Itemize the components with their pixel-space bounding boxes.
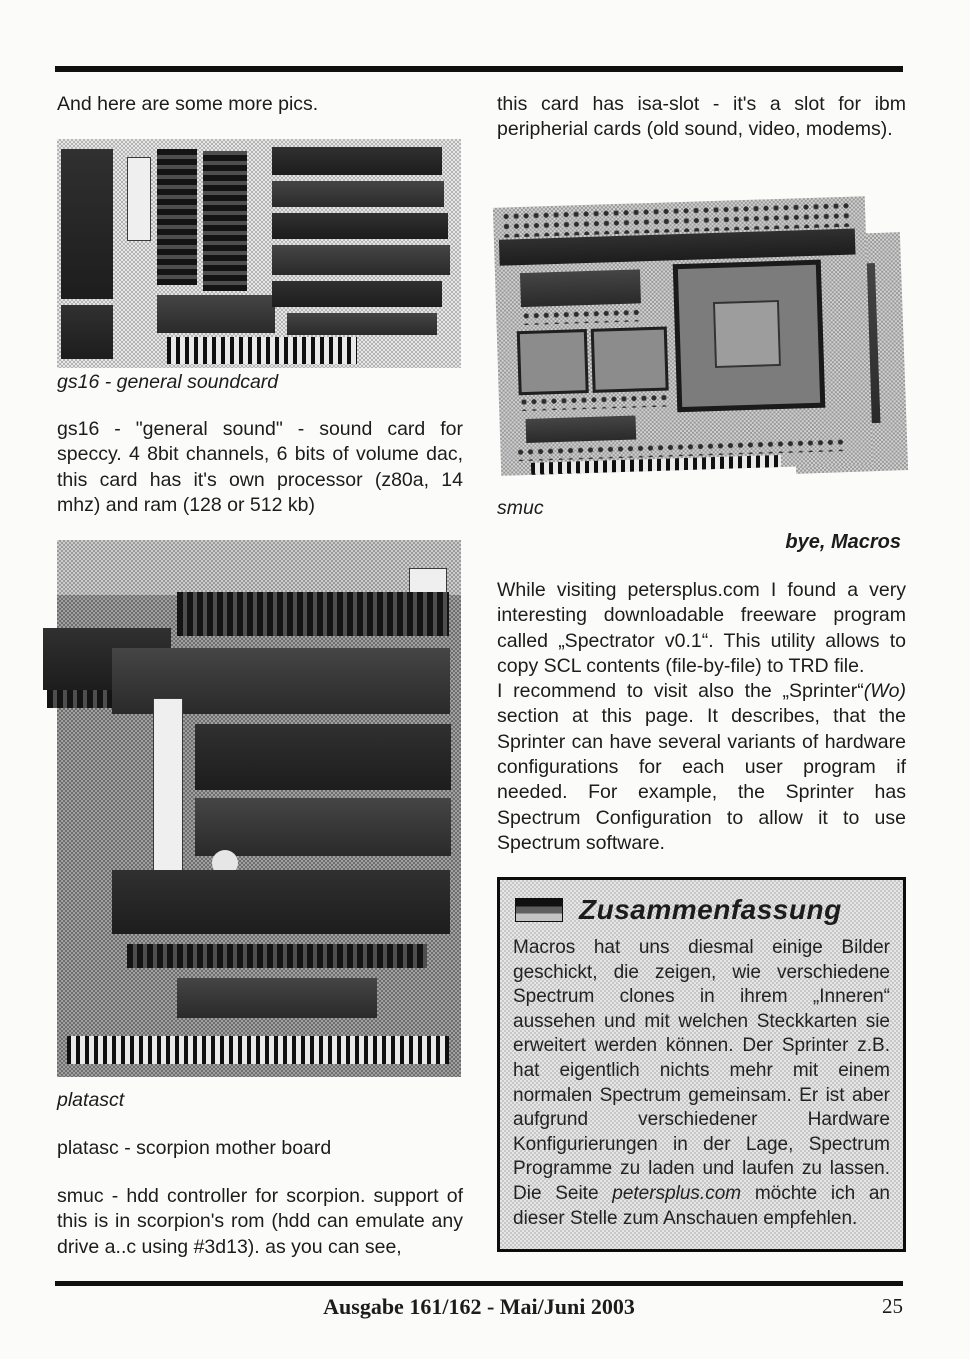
german-flag-icon	[515, 898, 563, 922]
board-detail	[272, 213, 448, 239]
board-detail	[520, 269, 641, 307]
author-signature: (Wo)	[863, 680, 906, 703]
gs16-photo	[57, 139, 461, 368]
smuc-photo	[497, 196, 906, 488]
intro-text: And here are some more pics.	[57, 93, 319, 115]
board-detail	[61, 305, 113, 359]
summary-text: Macros hat uns diesmal einige Bilder geschickt, die zeigen, wie verschiedene Spectrum clones in ihrem „Inneren“ aussehen und mit welchen Steckkarten sie erweitert werden können. Der Sprinter z.B. hat eigentlich nichts mehr mit einem normalen Spectrum gemeinsam. Er ist aber aufgrund verschiedener Hardware Konfigurierungen in der Lage, Spectrum Programme zu laden und laufen zu lassen. Die Seite petersplus.com möchte ich an dieser Stelle zum Anschauen empfehlen.	[513, 937, 890, 1229]
gs16-paragraph: gs16 - "general sound" - sound card for speccy. 4 8bit channels, 6 bits of volume dac, this card has it's own processor (z80a, 14 mhz) and ram (128 or 512 kb)	[57, 418, 463, 516]
board-detail	[713, 300, 781, 368]
photo-caption-gs16: gs16 - general soundcard	[57, 371, 279, 393]
board-detail	[157, 295, 275, 333]
summary-header	[515, 894, 890, 926]
board-detail	[127, 944, 427, 968]
smuc-description: smuc - hdd controller for scorpion. support of this is in scorpion's rom (hdd can emulate any drive a..c using #3d13). as you can see,	[57, 1185, 463, 1258]
platasc-line: platasc - scorpion mother board	[57, 1137, 332, 1159]
board-detail	[521, 307, 641, 325]
board-detail	[272, 281, 442, 307]
board-detail	[195, 798, 451, 856]
board-detail	[272, 181, 444, 207]
board-detail	[112, 870, 450, 934]
footer-issue: Ausgabe 161/162 - Mai/Juni 2003	[323, 1294, 635, 1319]
paragraph: While visiting petersplus.com I found a very interesting downloadable freeware program called „Spectrator v0.1“. This utility allows to copy SCL contents (file-by-file) to TRD file.	[497, 579, 906, 677]
board-detail	[127, 157, 151, 241]
edge-connector	[67, 1036, 449, 1064]
board-detail	[177, 978, 377, 1018]
footer-page-number: 25	[882, 1294, 903, 1318]
board-detail	[591, 327, 669, 393]
author-byline: bye, Macros	[785, 531, 901, 553]
isa-paragraph: this card has isa-slot - it's a slot for ibm peripherial cards (old sound, video, modems).	[497, 93, 906, 141]
spectrator-paragraphs	[497, 578, 906, 856]
board-detail	[195, 724, 451, 790]
board-detail	[157, 149, 197, 285]
board-detail	[61, 149, 113, 299]
footer-rule	[55, 1281, 903, 1286]
board-detail	[287, 313, 437, 335]
website-name: petersplus.com	[612, 1182, 742, 1204]
top-rule	[55, 66, 903, 72]
summary-title: Zusammenfassung	[579, 894, 842, 925]
photo-caption-platasct: platasct	[57, 1089, 125, 1111]
board-detail	[177, 592, 449, 636]
edge-connector	[167, 337, 357, 364]
board-detail	[519, 392, 669, 411]
board-detail	[493, 196, 873, 476]
board-detail	[57, 540, 461, 595]
board-detail	[272, 245, 450, 275]
board-detail	[517, 329, 589, 395]
paragraph: (Wo) I recommend to visit also the „Sprinter“ section at this page. It describes, that the Sprinter can have several variants of hardware configurations for each user program if needed. For example, the Sprinter has Spectrum Configuration to allow it to use Spectrum software.	[497, 680, 906, 854]
board-detail	[272, 147, 442, 175]
plcc-socket	[673, 260, 826, 413]
platasct-photo	[57, 540, 461, 1077]
summary-box	[497, 877, 906, 1252]
board-detail	[203, 151, 247, 291]
board-detail	[526, 416, 637, 443]
photo-caption-smuc: smuc	[497, 497, 544, 519]
